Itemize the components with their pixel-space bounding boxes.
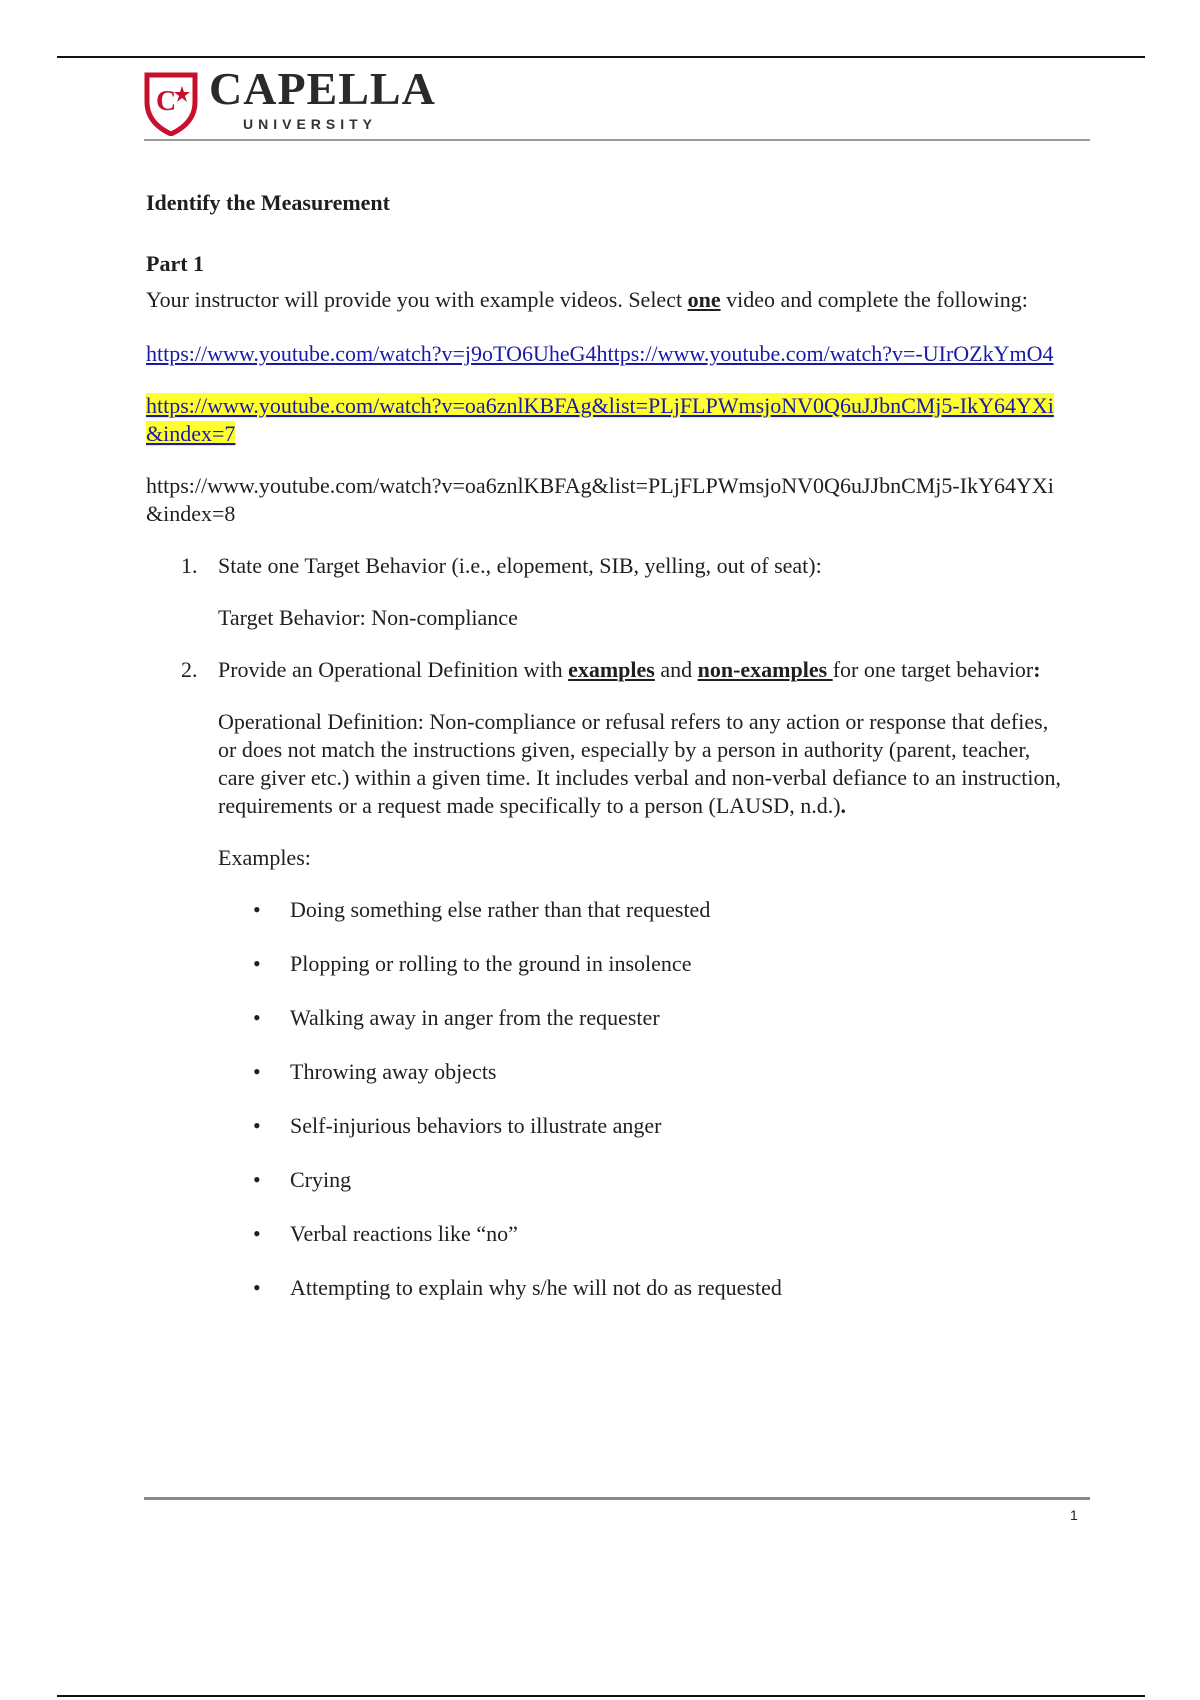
example-text: Attempting to explain why s/he will not do as requested bbox=[290, 1275, 782, 1300]
logo-wordmark: CAPELLA bbox=[209, 63, 436, 114]
document-title: Identify the Measurement bbox=[146, 190, 390, 215]
page-top-border bbox=[57, 56, 1145, 58]
intro-emphasis-one: one bbox=[687, 287, 721, 312]
prompt-text-after: for one target behavior bbox=[832, 657, 1034, 682]
example-text: Throwing away objects bbox=[290, 1059, 497, 1084]
bullet-icon: • bbox=[253, 1113, 261, 1138]
examples-emphasis: examples bbox=[568, 657, 655, 682]
svg-text:C: C bbox=[156, 86, 177, 117]
example-text: Plopping or rolling to the ground in insolence bbox=[290, 951, 692, 976]
capella-shield-icon bbox=[144, 72, 198, 136]
bullet-icon: • bbox=[253, 1275, 261, 1300]
intro-text-after: video and complete the following: bbox=[720, 287, 1028, 312]
example-text: Crying bbox=[290, 1167, 352, 1192]
bullet-icon: • bbox=[253, 1059, 261, 1084]
question-2-prompt bbox=[218, 656, 1066, 684]
intro-paragraph bbox=[146, 286, 1066, 314]
example-item bbox=[218, 896, 1066, 924]
footer-divider bbox=[144, 1497, 1090, 1500]
question-1-prompt: State one Target Behavior (i.e., elopement, SIB, yelling, out of seat): bbox=[218, 553, 822, 578]
example-item bbox=[218, 1004, 1066, 1032]
example-item bbox=[218, 1058, 1066, 1086]
bullet-icon: • bbox=[253, 1005, 261, 1030]
prompt-colon: : bbox=[1033, 657, 1041, 682]
example-item bbox=[218, 950, 1066, 978]
page-bottom-border bbox=[57, 1695, 1145, 1697]
video-link-2-wrapper bbox=[146, 392, 1066, 448]
video-link-1[interactable]: https://www.youtube.com/watch?v=j9oTO6UheG4https://www.youtube.com/watch?v=-UIrOZkYmO4 bbox=[146, 341, 1054, 366]
definition-text: Operational Definition: Non-compliance or refusal refers to any action or response that defies, or does not match the instructions given, especially by a person in authority (parent, teacher, care giver etc.) within a given time. It includes verbal and non-verbal defiance to an instruction, requirements or a request made specifically to a person (LAUSD, n.d.) bbox=[218, 709, 1062, 818]
bullet-icon: • bbox=[253, 897, 261, 922]
question-number-2: 2. bbox=[181, 657, 198, 682]
prompt-and: and bbox=[654, 657, 698, 682]
bullet-icon: • bbox=[253, 1167, 261, 1192]
example-item bbox=[218, 1112, 1066, 1140]
non-examples-emphasis: non-examples bbox=[697, 657, 833, 682]
intro-text-before: Your instructor will provide you with example videos. Select bbox=[146, 287, 688, 312]
example-text: Verbal reactions like “no” bbox=[290, 1221, 518, 1246]
question-number-1: 1. bbox=[181, 553, 198, 578]
page-number: 1 bbox=[1070, 1507, 1078, 1523]
example-text: Walking away in anger from the requester bbox=[290, 1005, 660, 1030]
question-list bbox=[146, 552, 1066, 1302]
question-item-2 bbox=[146, 656, 1066, 1302]
prompt-text-before: Provide an Operational Definition with bbox=[218, 657, 569, 682]
document-body bbox=[146, 189, 1066, 1328]
example-text: Self-injurious behaviors to illustrate anger bbox=[290, 1113, 662, 1138]
part-heading: Part 1 bbox=[146, 251, 205, 276]
video-url-3: https://www.youtube.com/watch?v=oa6znlKBFAg&list=PLjFLPWmsjoNV0Q6uJJbnCMj5-IkY64YXi&index=8 bbox=[146, 473, 1054, 526]
bullet-icon: • bbox=[253, 951, 261, 976]
example-text: Doing something else rather than that requested bbox=[290, 897, 711, 922]
example-item bbox=[218, 1274, 1066, 1302]
header-divider bbox=[144, 139, 1090, 141]
capella-logo bbox=[144, 63, 444, 136]
operational-definition bbox=[218, 708, 1066, 820]
target-behavior-answer: Target Behavior: Non-compliance bbox=[218, 605, 518, 630]
examples-list bbox=[218, 896, 1066, 1302]
example-item bbox=[218, 1166, 1066, 1194]
examples-label: Examples: bbox=[218, 845, 311, 870]
example-item bbox=[218, 1220, 1066, 1248]
video-link-2-highlighted[interactable]: https://www.youtube.com/watch?v=oa6znlKBFAg&list=PLjFLPWmsjoNV0Q6uJJbnCMj5-IkY64YXi&index=7 bbox=[146, 393, 1054, 446]
question-item-1 bbox=[146, 552, 1066, 632]
definition-end: . bbox=[840, 793, 847, 818]
bullet-icon: • bbox=[253, 1221, 261, 1246]
logo-subtext: UNIVERSITY bbox=[243, 116, 378, 132]
